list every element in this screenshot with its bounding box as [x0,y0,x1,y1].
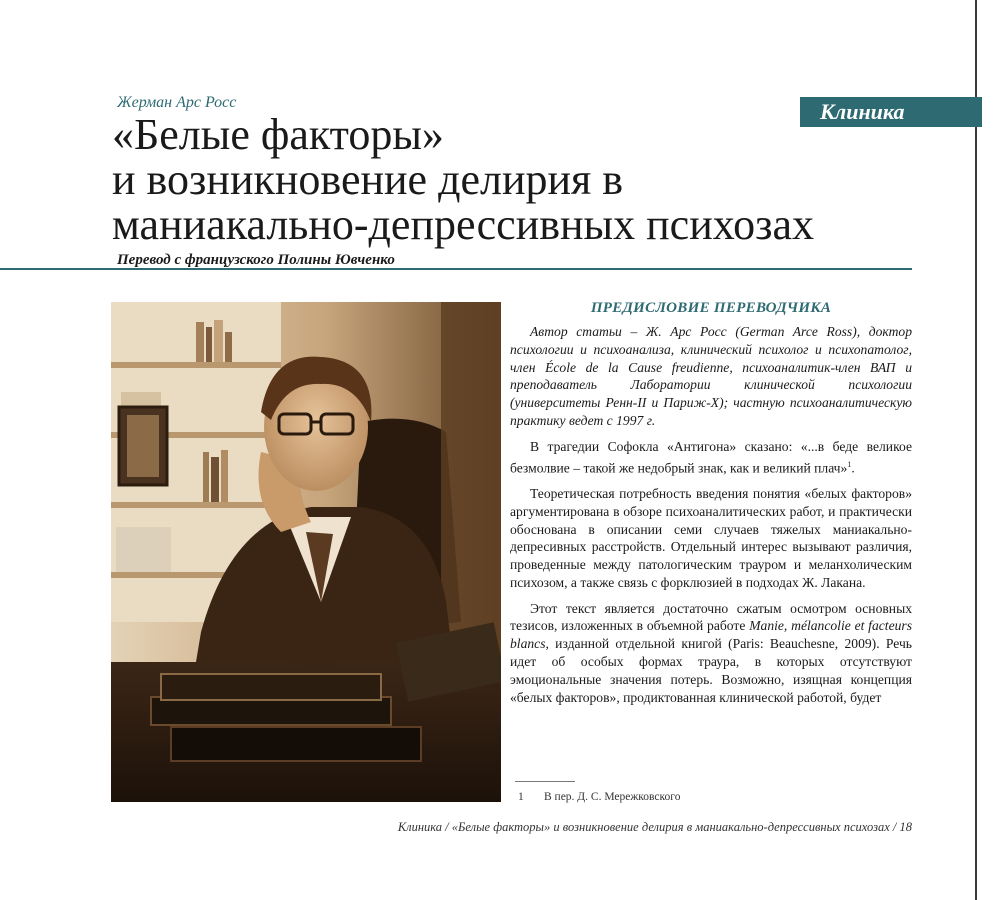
author-photo [111,302,501,802]
title-line-1: «Белые факторы» [112,110,444,159]
paragraph-theory: Теоретическая потребность введения понятия «белых факторов» аргументирована в обзоре психоаналитических работ, и практически обоснована в описании семи случаев тяжелых маниакально-депресивных расстройств. Отдельный интерес вызывают различия, проведенные между патологическим трауром и меланхолическим психозом, а также связь с форклюзией в подходах Ж. Лакана. [510,485,912,590]
running-footer: Клиника / «Белые факторы» и возникновение делирия в маниакально-депрессивных психозах / 18 [397,820,912,834]
footnote-number: 1 [518,791,524,803]
article-column [510,298,912,714]
preface-heading: ПРЕДИСЛОВИЕ ПЕРЕВОДЧИКА [590,300,832,316]
paragraph-antigone-text: В трагедии Софокла «Антигона» сказано: «...в беде великое безмолвие – такой же недобрый знак, как и великий плач» [510,438,912,476]
footnote-separator [515,781,575,782]
title-line-3: маниакально-депрессивных психозах [112,200,814,249]
author-bio-paragraph: Автор статьи – Ж. Арс Росс (German Arce Ross), доктор психологии и психоанализа, клинический психолог и психопатолог, член École de la Cause freudienne, психоаналитик-член ВАП и преподаватель Лаборатории клинической психологии (университеты Ренн-II и Париж-X); частную психоаналитическую практику ведет с 1997 г. [510,324,912,428]
title-line-2: и возникновение делирия в [112,155,624,204]
article-author: Жерман Арс Росс [117,94,237,111]
header-rule [0,268,912,270]
paragraph-summary-b: изданной отдельной книгой (Paris: Beauchesne, 2009). Речь идет об особых формах траура, в которых отсутствуют эмоциональные значения потерь. Возможно, изящная концепция «белых факторов», продиктованная клинической работой, будет [510,636,912,705]
footnote [518,791,680,803]
paragraph-antigone [510,438,912,477]
paragraph-antigone-end: . [851,460,855,476]
article-title [112,112,972,247]
paragraph-summary [510,600,912,707]
footnote-ref[interactable]: 1 [847,459,852,469]
paragraph-summary-a: Этот текст является достаточно сжатым осмотром основных тезисов, изложенных в объемной работе [510,600,912,634]
translator-credit: Перевод с французского Полины Ювченко [117,252,395,268]
footnote-text: В пер. Д. С. Мережковского [544,791,681,803]
book-title: Manie, mélancolie et facteurs blancs, [510,618,912,652]
section-label: Клиника [800,97,982,127]
page-edge [975,0,977,900]
